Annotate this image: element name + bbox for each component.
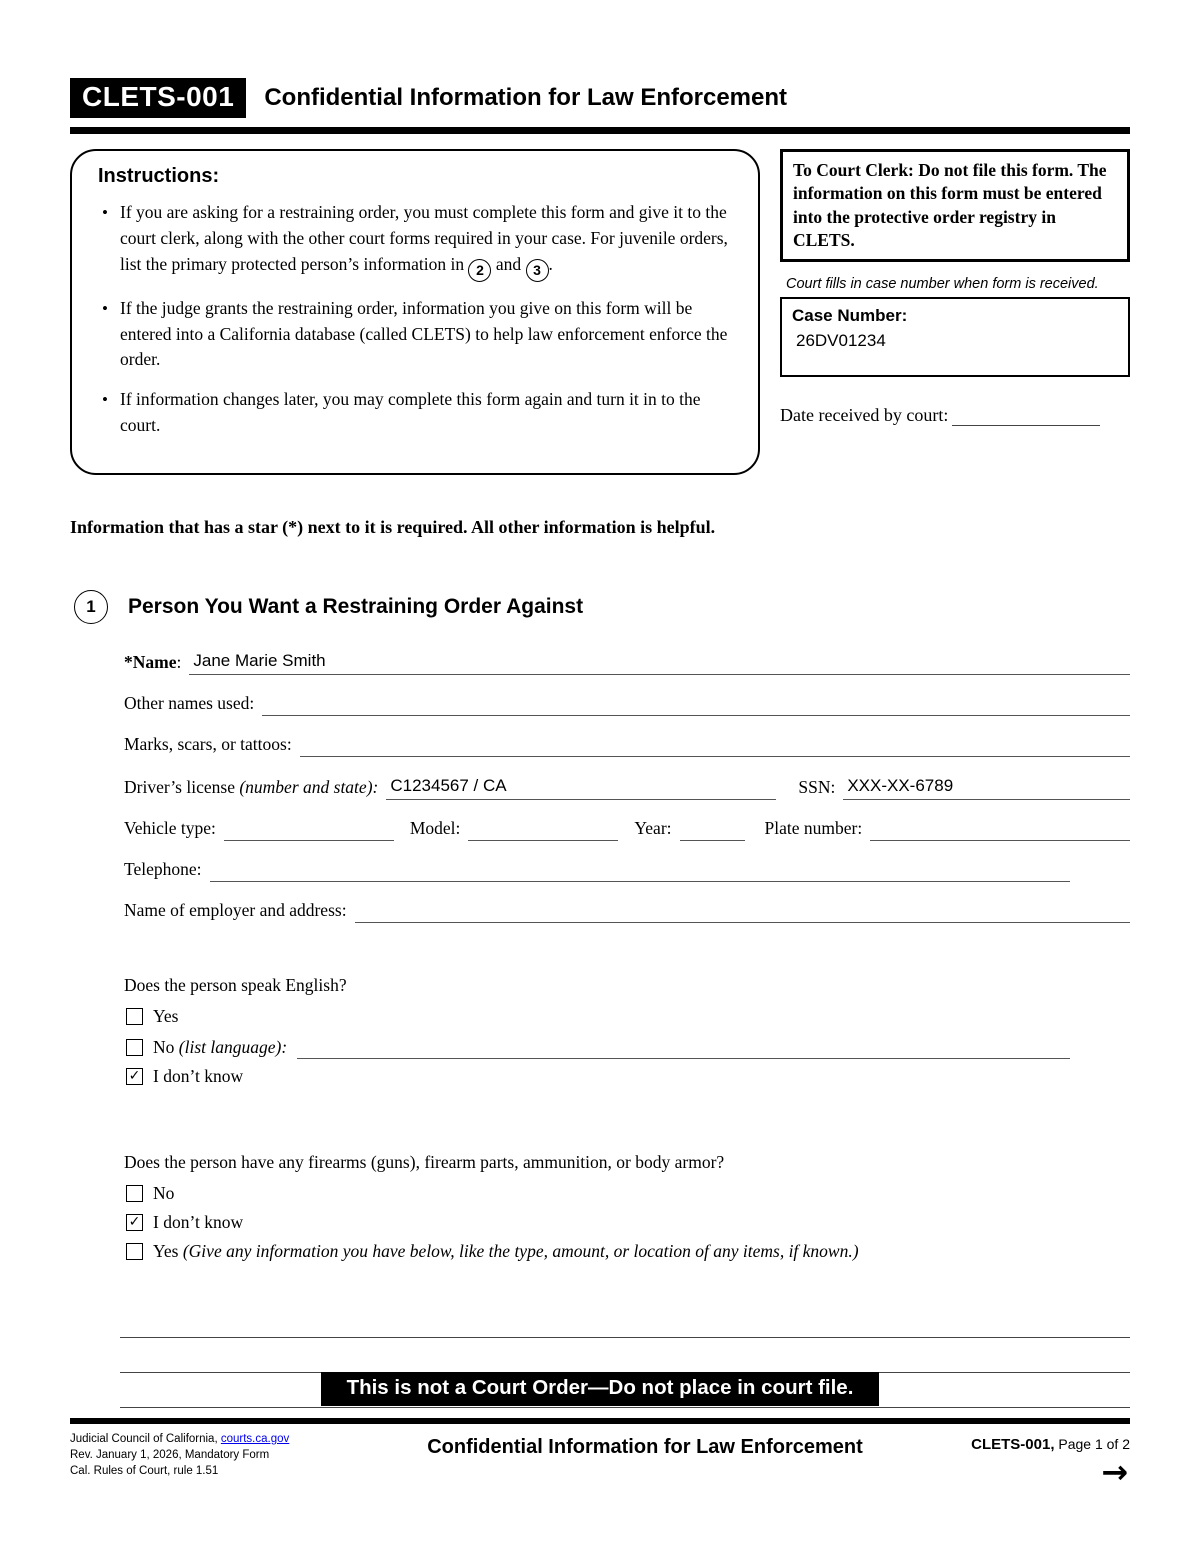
case-number-note: Court fills in case number when form is received. xyxy=(786,276,1099,293)
next-page-arrow-icon: → xyxy=(1101,1453,1128,1491)
name-value: Jane Marie Smith xyxy=(193,651,326,671)
instruction-bullet-3: • If information changes later, you may complete this form again and turn it in to the court. xyxy=(98,387,732,439)
section-1-header xyxy=(70,590,1130,624)
other-names-label: Other names used: xyxy=(124,693,255,714)
name-row xyxy=(124,648,1130,675)
instruction-bullet-1 xyxy=(98,200,732,282)
firearms-details-line-2[interactable] xyxy=(120,1338,1130,1373)
plate-number-label: Plate number: xyxy=(764,818,863,839)
firearms-yes-label: Yes xyxy=(153,1241,179,1262)
telephone-row xyxy=(124,857,1070,882)
footer-revision-text: Rev. January 1, 2026, Mandatory Form xyxy=(70,1449,270,1462)
required-note: Information that has a star (*) next to it is required. All other information is helpful. xyxy=(70,517,716,538)
telephone-label: Telephone: xyxy=(124,859,202,880)
employer-field[interactable] xyxy=(355,898,1130,923)
instructions-list xyxy=(98,200,732,439)
checkbox-english-no[interactable] xyxy=(126,1039,143,1056)
bullet-1-joiner: and xyxy=(495,253,522,274)
date-received-row xyxy=(780,404,1130,426)
footer-rule xyxy=(70,1418,1130,1424)
footer-right xyxy=(920,1431,1130,1491)
case-number-box xyxy=(780,297,1130,377)
courts-ca-gov-link[interactable]: courts.ca.gov xyxy=(220,1433,290,1445)
circled-2-icon: 2 xyxy=(468,259,491,282)
bullet-1-period: . xyxy=(548,253,553,274)
firearms-question-block xyxy=(124,1152,1130,1263)
english-yes-label: Yes xyxy=(153,1006,179,1027)
ssn-value: XXX-XX-6789 xyxy=(847,776,954,796)
section-1-number-icon: 1 xyxy=(74,590,108,624)
firearms-question: Does the person have any firearms (guns), firearm parts, ammunition, or body armor? xyxy=(124,1152,725,1173)
case-number-value[interactable]: 26DV01234 xyxy=(796,331,886,351)
firearms-option-yes xyxy=(124,1240,1130,1263)
drivers-license-label-italic: (number and state): xyxy=(239,777,379,798)
firearms-option-no xyxy=(124,1182,1130,1205)
english-no-label: No xyxy=(153,1037,175,1058)
name-colon: : xyxy=(176,652,182,673)
instruction-bullet-2: • If the judge grants the restraining order, information you give on this form will be entered into a California database (called CLETS) to help law enforcement enforce the order. xyxy=(98,296,732,374)
instructions-heading: Instructions: xyxy=(98,165,220,187)
checkbox-english-dontknow[interactable]: ✓ xyxy=(126,1068,143,1085)
english-dontknow-label: I don’t know xyxy=(153,1066,244,1087)
english-no-italic: (list language): xyxy=(178,1037,288,1058)
other-names-row xyxy=(124,691,1130,716)
english-option-no xyxy=(124,1034,1070,1059)
checkbox-english-yes[interactable] xyxy=(126,1008,143,1025)
list-language-field[interactable] xyxy=(297,1034,1070,1059)
employer-row xyxy=(124,898,1130,923)
form-header xyxy=(70,78,1130,118)
drivers-license-label: Driver’s license xyxy=(124,777,235,798)
english-option-dontknow xyxy=(124,1065,1130,1088)
checkbox-firearms-no[interactable] xyxy=(126,1185,143,1202)
english-question-block xyxy=(124,975,1130,1088)
footer-page-number: Page 1 of 2 xyxy=(1054,1436,1130,1452)
model-field[interactable] xyxy=(468,816,618,841)
model-label: Model: xyxy=(409,818,461,839)
drivers-license-value: C1234567 / CA xyxy=(390,776,507,796)
firearms-dontknow-label: I don’t know xyxy=(153,1212,244,1233)
other-names-field[interactable] xyxy=(262,691,1130,716)
employer-label: Name of employer and address: xyxy=(124,900,347,921)
footer-rule-citation: Cal. Rules of Court, rule 1.51 xyxy=(70,1465,219,1478)
date-received-field[interactable] xyxy=(952,404,1100,426)
form-code-badge: CLETS-001 xyxy=(70,78,246,118)
court-clerk-notice: To Court Clerk: Do not file this form. The information on this form must be entered into the protective order registry in CLETS. xyxy=(780,149,1130,262)
footer-council-text: Judicial Council of California, xyxy=(70,1433,221,1445)
drivers-license-field[interactable] xyxy=(386,773,776,800)
ssn-field[interactable] xyxy=(843,773,1130,800)
checkbox-firearms-dontknow[interactable]: ✓ xyxy=(126,1214,143,1231)
name-field[interactable] xyxy=(189,648,1130,675)
instructions-box xyxy=(70,149,760,475)
vehicle-type-label: Vehicle type: xyxy=(124,818,216,839)
ssn-label: SSN: xyxy=(798,777,836,798)
footer-left xyxy=(70,1431,370,1487)
header-rule xyxy=(70,127,1130,134)
vehicle-row xyxy=(124,816,1130,841)
form-title: Confidential Information for Law Enforcement xyxy=(264,84,788,111)
case-number-label: Case Number: xyxy=(792,306,908,326)
english-question: Does the person speak English? xyxy=(124,975,347,996)
marks-row xyxy=(124,732,1130,757)
section-1-title: Person You Want a Restraining Order Against xyxy=(128,595,584,619)
footer-form-code: CLETS-001, xyxy=(971,1436,1055,1453)
marks-label: Marks, scars, or tattoos: xyxy=(124,734,292,755)
name-label: *Name xyxy=(124,652,177,673)
year-field[interactable] xyxy=(680,816,745,841)
firearms-no-label: No xyxy=(153,1183,175,1204)
year-label: Year: xyxy=(634,818,672,839)
plate-number-field[interactable] xyxy=(870,816,1130,841)
form-footer xyxy=(70,1431,1130,1491)
marks-field[interactable] xyxy=(300,732,1130,757)
footer-form-title: Confidential Information for Law Enforcement xyxy=(427,1436,863,1458)
telephone-field[interactable] xyxy=(210,857,1071,882)
date-received-label: Date received by court: xyxy=(780,405,949,426)
firearms-details-line-1[interactable] xyxy=(120,1303,1130,1338)
checkbox-firearms-yes[interactable] xyxy=(126,1243,143,1260)
not-court-order-banner: This is not a Court Order—Do not place in court file. xyxy=(321,1372,880,1406)
firearms-option-dontknow xyxy=(124,1211,1130,1234)
circled-3-icon: 3 xyxy=(526,259,549,282)
firearms-yes-italic: (Give any information you have below, like the type, amount, or location of any items, if known.) xyxy=(182,1241,859,1262)
bullet-1-text: If you are asking for a restraining order, you must complete this form and give it to the court clerk, along with the other court forms required in your case. For juvenile orders, list the primary protected person’s information in xyxy=(120,202,728,274)
license-ssn-row xyxy=(124,773,1130,800)
english-option-yes xyxy=(124,1005,1130,1028)
vehicle-type-field[interactable] xyxy=(224,816,394,841)
